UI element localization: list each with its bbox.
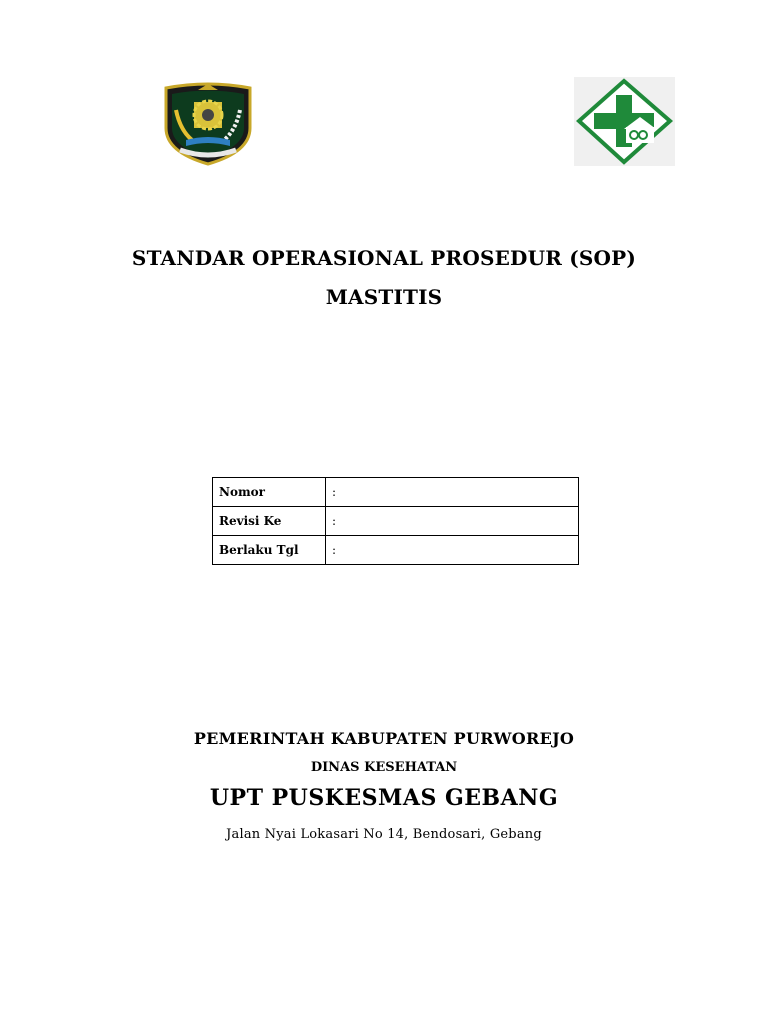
- department-name: DINAS KESEHATAN: [310, 760, 458, 775]
- purworejo-regency-emblem-icon: [158, 80, 258, 166]
- puskesmas-cross-icon: [574, 77, 675, 166]
- document-info-table: [212, 477, 579, 565]
- row-value-revisi: :: [326, 507, 579, 536]
- institution-address: Jalan Nyai Lokasari No 14, Bendosari, Gebang: [226, 827, 542, 842]
- institution-name: UPT PUSKESMAS GEBANG: [209, 785, 559, 811]
- table-row: [213, 478, 579, 507]
- row-label-nomor: Nomor: [213, 478, 326, 507]
- row-value-nomor: :: [326, 478, 579, 507]
- government-name: PEMERINTAH KABUPATEN PURWOREJO: [193, 729, 575, 748]
- row-label-revisi: Revisi Ke: [213, 507, 326, 536]
- row-label-berlaku: Berlaku Tgl: [213, 536, 326, 565]
- document-subject: MASTITIS: [325, 285, 443, 309]
- table-row: [213, 536, 579, 565]
- row-value-berlaku: :: [326, 536, 579, 565]
- table-row: [213, 507, 579, 536]
- document-title: STANDAR OPERASIONAL PROSEDUR (SOP): [131, 246, 637, 270]
